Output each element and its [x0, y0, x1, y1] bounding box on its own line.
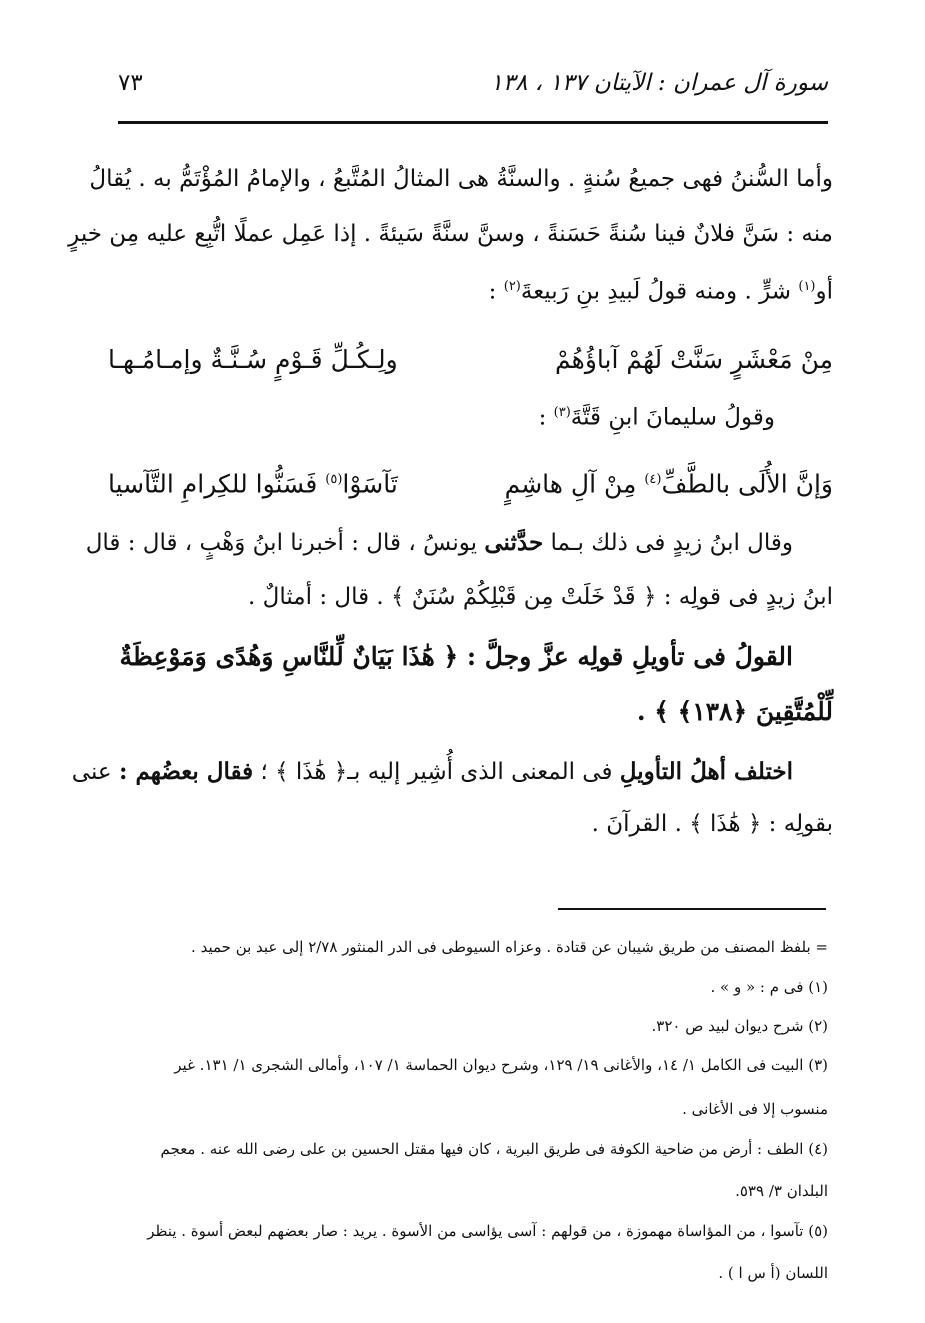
paragraph-line: بقولِه : ﴿ هَٰذَا ﴾ . القرآنَ . — [591, 811, 833, 837]
footnote-ref[interactable]: (٥) — [325, 472, 343, 487]
text-run: : — [538, 404, 547, 431]
text-run: وقولُ سليمانَ ابنِ قَتَّةَ — [570, 404, 775, 431]
text-run: شرٍّ . ومنه قولُ لَبيدِ بنِ رَبيعةَ — [520, 278, 792, 305]
text-run: عنى — [71, 759, 112, 785]
text-run: فى المعنى الذى أُشِير إليه بـ﴿ هَٰذَا ﴾ ؛ — [260, 759, 613, 785]
footnote-ref[interactable]: (٣) — [553, 405, 571, 420]
verse-hemistich: ولِـكُـلِّ قَـوْمٍ سُـنَّـةٌ وإمـامُـهـا — [108, 345, 398, 374]
header-rule — [118, 121, 828, 124]
text-run: مِنْ آلِ هاشِمٍ — [504, 469, 637, 499]
footnote-line: اللسان (أ س ا ) . — [718, 1264, 828, 1282]
text-run: وقال ابنُ زيدٍ فى ذلك بـما — [550, 530, 793, 556]
footnote-line: البلدان ٣/ ٥٣٩. — [735, 1182, 828, 1200]
footnote-line: (٣) البيت فى الكامل ١/ ١٤، والأغانى ١٩/ ١٢٩، وشرح ديوان الحماسة ١/ ١٠٧، وأمالى الشجرى ١/ ١٣١. غير — [174, 1056, 828, 1074]
section-heading: لِّلْمُتَّقِينَ ﴿١٣٨﴾ ﴾ . — [636, 697, 833, 726]
footnote-line: (٤) الطف : أرض من ضاحية الكوفة فى طريق البرية ، كان فيها مقتل الحسين بن على رضى الله عنه . معجم — [160, 1140, 828, 1158]
verse-hemistich: مِنْ مَعْشَرٍ سَنَّتْ لَهُمْ آباؤُهُمْ — [555, 345, 833, 374]
footnote-line: = بلفظ المصنف من طريق شيبان عن قتادة . وعزاه السيوطى فى الدر المنثور ٢/٧٨ إلى عبد بن حميد . — [191, 938, 828, 956]
footnote-ref[interactable]: (٤) — [644, 472, 662, 487]
text-run: تَآسَوْا — [342, 469, 398, 499]
paragraph-line — [489, 268, 833, 311]
verse-hemistich — [108, 460, 398, 504]
footnote-line: (٥) تآسوا ، من المؤاساة مهموزة ، من قولهم : آسى يؤاسى من الأسوة . يريد : صار بعضهم لبعض أسوة . ينظر — [147, 1222, 828, 1240]
footnotes — [106, 930, 828, 1290]
paragraph-line: منه : سَنَّ فلانٌ فينا سُنةً حَسَنةً ، وسنَّ سنَّةً سَيئةً . إذا عَمِل عملًا اتُّبِع عليه مِن خيرٍ — [68, 221, 833, 247]
footnote-line: (٢) شرح ديوان لبيد ص ٣٢٠. — [651, 1017, 828, 1035]
bold-text: اختلف أهلُ التأويلِ — [619, 758, 793, 785]
text-run: يونسُ ، قال : أخبرنا ابنُ وَهْبٍ ، قال : قال — [85, 530, 478, 556]
bold-text: حدَّثنى — [484, 529, 544, 556]
paragraph-line — [72, 753, 793, 791]
page-number: ٧٣ — [118, 70, 143, 96]
footnote-rule — [558, 908, 826, 910]
running-header — [118, 62, 828, 118]
main-text — [68, 150, 833, 850]
paragraph-line — [86, 524, 793, 562]
paragraph-line: ابنُ زيدٍ فى قولِه : ﴿ قَدْ خَلَتْ مِن قَبْلِكُمْ سُنَنٌ ﴾ . قال : أمثالٌ . — [248, 584, 833, 610]
text-run: وَإنَّ الأُلَى بالطَّفِّ — [661, 469, 833, 499]
text-run: أو — [815, 278, 833, 305]
section-heading: القولُ فى تأويلِ قولِه عزَّ وجلَّ : ﴿ هَٰذَا بَيَانٌ لِّلنَّاسِ وَهُدًى وَمَوْعِظَةٌ — [119, 642, 793, 671]
footnote-ref[interactable]: (٢) — [503, 279, 521, 294]
running-title: سورة آل عمران : الآيتان ١٣٧ ، ١٣٨ — [490, 70, 828, 96]
text-run: : — [488, 278, 497, 305]
footnote-ref[interactable]: (١) — [798, 279, 816, 294]
verse-hemistich — [505, 460, 833, 504]
paragraph-line — [539, 394, 775, 437]
footnote-line: (١) فى م : « و » . — [710, 978, 828, 996]
paragraph-line: وأما السُّننُ فهى جميعُ سُنةٍ . والسنَّةُ هى المثالُ المُتَّبعُ ، والإمامُ المُؤْتَمُّ به . يُقالُ — [89, 166, 833, 192]
footnote-line: منسوب إلا فى الأغانى . — [682, 1100, 828, 1118]
bold-text: فقال بعضُهم : — [118, 758, 254, 785]
text-run: فَسَنُّوا للكِرامِ التَّآسيا — [108, 469, 318, 499]
